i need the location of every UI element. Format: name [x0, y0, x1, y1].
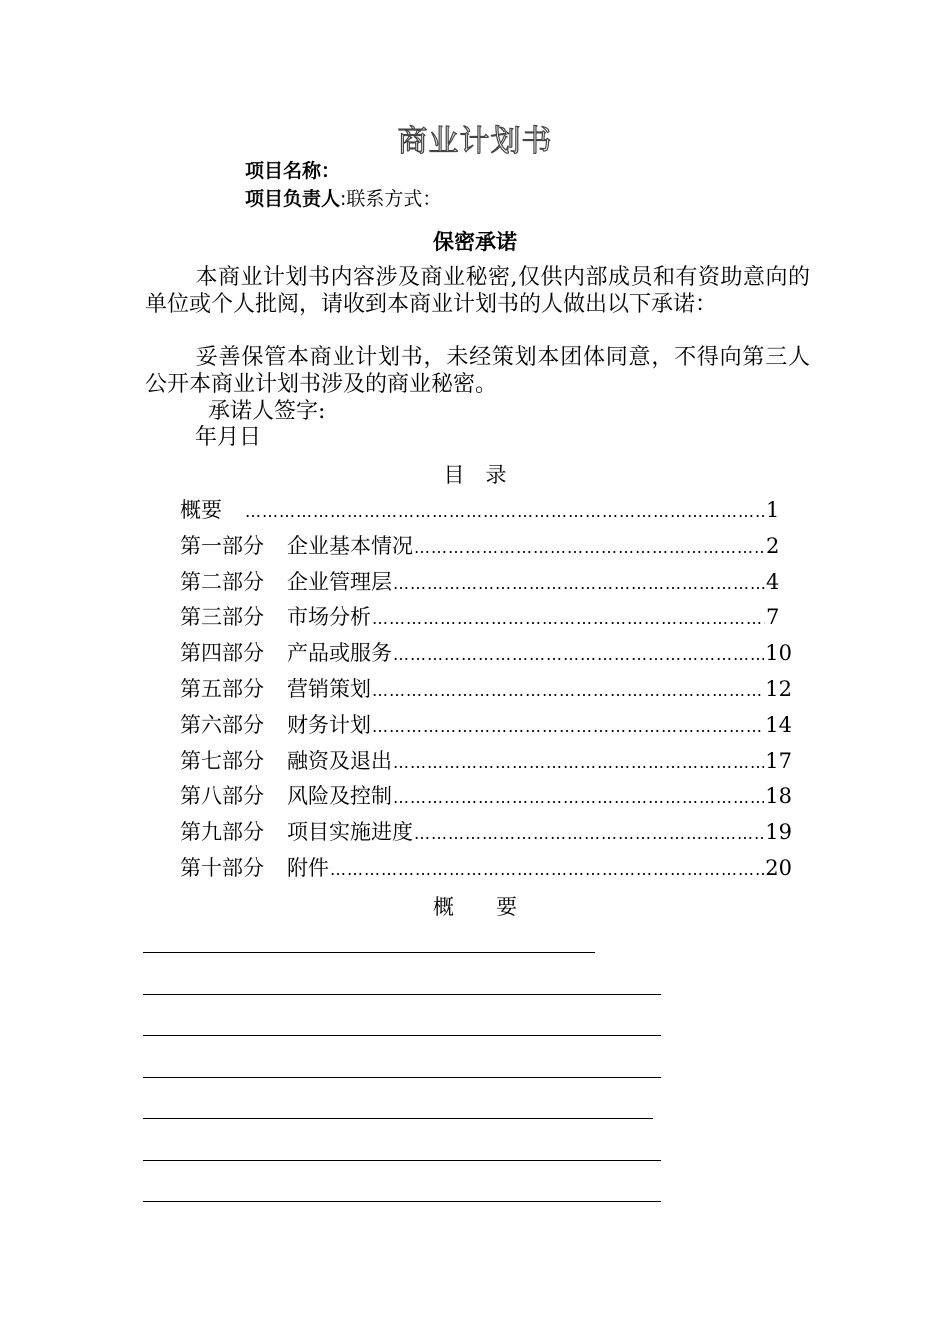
- toc-page-number: 10: [765, 641, 792, 666]
- toc-item: [180, 815, 792, 851]
- toc-dot-leader: [372, 709, 764, 745]
- toc-item: [180, 600, 792, 636]
- toc-section-name: 营销策划: [287, 676, 371, 701]
- toc-part-label: 第三部分: [180, 605, 264, 630]
- toc-part-label: 第七部分: [180, 748, 264, 773]
- toc-section-name: 项目实施进度: [287, 820, 413, 845]
- toc-section-name: 附件: [287, 855, 329, 880]
- toc-page-number: 18: [765, 784, 792, 809]
- summary-blank-line: [143, 1035, 661, 1036]
- toc-section-name: 融资及退出: [287, 748, 392, 773]
- toc-item: [180, 672, 792, 708]
- table-of-contents: [180, 493, 792, 887]
- toc-part-label: 第五部分: [180, 676, 264, 701]
- toc-page-number: 14: [765, 712, 792, 737]
- toc-dot-leader: [393, 637, 764, 673]
- toc-item: [180, 744, 792, 780]
- toc-item: [180, 565, 792, 601]
- signature-label: 承诺人签字:: [208, 399, 326, 424]
- toc-section-name: 企业基本情况: [287, 533, 413, 558]
- toc-dot-leader: [372, 673, 764, 709]
- document-title: 商业计划书: [397, 124, 553, 159]
- toc-item: [180, 529, 792, 565]
- project-name-label: 项目名称：: [245, 160, 341, 182]
- toc-dot-leader: [393, 780, 764, 816]
- toc-dot-leader: [372, 601, 765, 637]
- summary-blank-line: [143, 952, 595, 953]
- toc-page-number: 19: [765, 820, 792, 845]
- confidentiality-text-2: 妥善保管本商业计划书，未经策划本团体同意，不得向第三人公开本商业计划书涉及的商业秘密。: [145, 345, 810, 397]
- summary-blank-line: [143, 1077, 661, 1078]
- toc-page-number: 17: [765, 748, 792, 773]
- toc-item: [180, 636, 792, 672]
- summary-blank-line: [143, 1118, 653, 1119]
- confidentiality-paragraph-2: [145, 345, 810, 398]
- toc-page-number: 1: [766, 498, 780, 522]
- toc-part-label: 第一部分: [180, 533, 264, 558]
- toc-dot-leader: [393, 566, 765, 602]
- confidentiality-text-1: 本商业计划书内容涉及商业秘密,仅供内部成员和有资助意向的单位或个人批阅，请收到本商业计划书的人做出以下承诺：: [145, 265, 810, 317]
- toc-page-number: 4: [766, 569, 780, 594]
- toc-part-label: 第九部分: [180, 820, 264, 845]
- summary-blank-line: [143, 1201, 661, 1202]
- toc-page-number: 7: [766, 605, 780, 630]
- toc-part-label: 第二部分: [180, 569, 264, 594]
- toc-part-label: 第八部分: [180, 784, 264, 809]
- toc-dot-leader: [330, 852, 764, 888]
- toc-page-number: 12: [765, 676, 792, 701]
- toc-item: [180, 779, 792, 815]
- toc-dot-leader: [414, 816, 764, 852]
- toc-item: [180, 708, 792, 744]
- toc-page-number: 2: [766, 533, 780, 558]
- toc-part-label: 第六部分: [180, 712, 264, 737]
- contact-label: :联系方式：: [340, 188, 442, 210]
- project-lead-label: 项目负责人: [245, 188, 341, 210]
- confidentiality-heading: 保密承诺: [433, 230, 517, 254]
- toc-section-name: 市场分析: [287, 605, 371, 630]
- toc-section-name: 财务计划: [287, 712, 371, 737]
- toc-part-label: 第四部分: [180, 641, 264, 666]
- toc-section-name: 风险及控制: [287, 784, 392, 809]
- toc-page-number: 20: [765, 855, 792, 880]
- toc-dot-leader: [393, 745, 764, 781]
- toc-section-name: 企业管理层: [287, 569, 392, 594]
- summary-heading: 概 要: [433, 895, 517, 919]
- toc-dot-leader: [245, 494, 765, 530]
- toc-item: [180, 493, 792, 529]
- toc-dot-leader: [414, 530, 765, 566]
- toc-section-name: 产品或服务: [287, 641, 392, 666]
- toc-item: [180, 851, 792, 887]
- project-name-line: [245, 158, 340, 184]
- summary-blank-line: [143, 994, 661, 995]
- summary-blank-line: [143, 1160, 661, 1161]
- confidentiality-paragraph-1: [145, 265, 810, 318]
- toc-heading: 目 录: [443, 463, 507, 487]
- project-lead-line: [245, 186, 441, 212]
- toc-part-label: 概要: [180, 498, 222, 522]
- date-label: 年月日: [195, 425, 262, 450]
- toc-part-label: 第十部分: [180, 855, 264, 880]
